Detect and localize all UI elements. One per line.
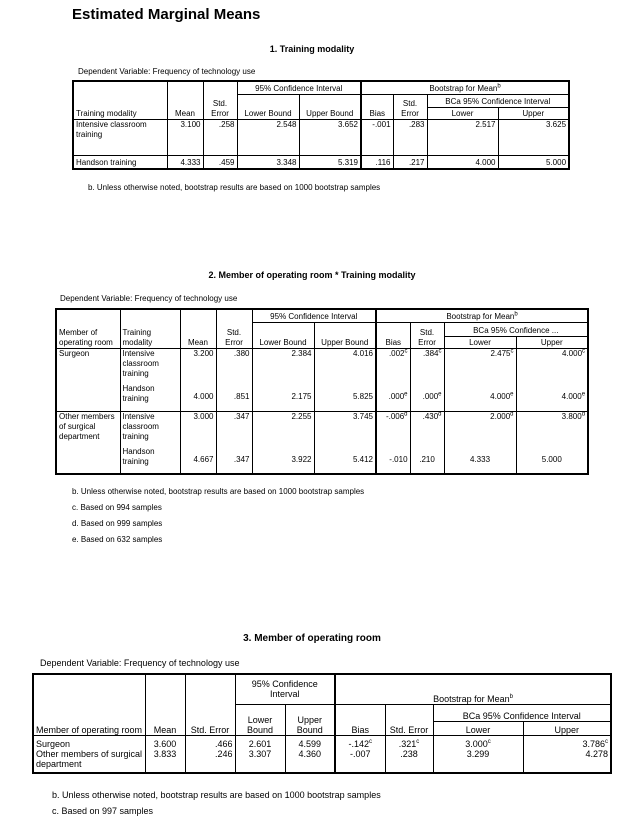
table3-bias-header: Bias — [335, 704, 385, 735]
table3-footnote-b: b. Unless otherwise noted, bootstrap results are based on 1000 bootstrap samples — [52, 790, 381, 800]
table2-bias-header: Bias — [376, 322, 410, 348]
table2-bca-header: BCa 95% Confidence ... — [444, 322, 588, 336]
table1-bupper-header: Upper — [498, 107, 569, 119]
table1-se-header: Std. Error — [203, 81, 237, 119]
table2-dependent-variable: Dependent Variable: Frequency of technology use — [60, 294, 238, 303]
table-row — [33, 735, 611, 749]
cell-bias: -.142$^c$ — [335, 735, 385, 749]
table-row — [73, 155, 569, 169]
cell-lower: 2.255 — [252, 411, 314, 447]
cell-bse: .430$^d$ — [410, 411, 444, 447]
table2-bootstrap-header: Bootstrap for Mean$^b$ — [376, 309, 588, 322]
cell-mean: 3.000 — [180, 411, 216, 447]
cell-bupper: 3.786$^c$ — [523, 735, 611, 749]
group-label: Other members of surgical department — [56, 411, 120, 474]
cell-bias: .000e — [376, 384, 410, 411]
table2-footnote-c: c. Based on 994 samples — [72, 503, 162, 512]
table-row — [56, 348, 588, 384]
row-label: Handson training — [120, 384, 180, 411]
table1-upper-header: Upper Bound — [299, 94, 361, 119]
table-row — [56, 411, 588, 447]
cell-blower: 3.299 — [433, 749, 523, 773]
cell-bias: .116 — [361, 155, 393, 169]
cell-bse: .210 — [410, 447, 444, 474]
table3-title: 3. Member of operating room — [243, 633, 381, 644]
table-row — [33, 749, 611, 773]
table1-bse-header: Std. Error — [393, 94, 427, 119]
cell-lower: 2.601 — [235, 735, 285, 749]
table1-ci-header: 95% Confidence Interval — [237, 81, 361, 94]
table3-footnotes — [52, 787, 381, 819]
cell-lower: 3.348 — [237, 155, 299, 169]
cell-mean: 4.667 — [180, 447, 216, 474]
table3-blower-header: Lower — [433, 721, 523, 735]
cell-bias: -.010 — [376, 447, 410, 474]
cell-mean: 3.100 — [167, 119, 203, 155]
table2-footnotes — [72, 484, 364, 548]
table3-bupper-header: Upper — [523, 721, 611, 735]
table3 — [32, 673, 612, 774]
row-label: Intensive classroom training — [73, 119, 167, 155]
group-label: Surgeon — [56, 348, 120, 411]
table2-upper-header: Upper Bound — [314, 322, 376, 348]
cell-lower: 2.548 — [237, 119, 299, 155]
cell-bse: .238 — [385, 749, 433, 773]
cell-se: .258 — [203, 119, 237, 155]
table3-se-header: Std. Error — [185, 674, 235, 735]
row-label: Intensive classroom training — [120, 411, 180, 447]
cell-mean: 3.200 — [180, 348, 216, 384]
cell-se: .380 — [216, 348, 252, 384]
table3-dependent-variable: Dependent Variable: Frequency of technology use — [40, 658, 240, 668]
cell-se: .466 — [185, 735, 235, 749]
table1-mean-header: Mean — [167, 81, 203, 119]
row-label: Other members of surgical department — [33, 749, 145, 773]
table2-ci-header: 95% Confidence Interval — [252, 309, 376, 322]
table2-footnote-d: d. Based on 999 samples — [72, 519, 163, 528]
cell-bse: .384$^c$ — [410, 348, 444, 384]
table3-bootstrap-header: Bootstrap for Mean$^b$ — [335, 674, 611, 704]
table3-bse-header: Std. Error — [385, 704, 433, 735]
table3-mean-header: Mean — [145, 674, 185, 735]
cell-mean: 4.000 — [180, 384, 216, 411]
cell-bse: .321$^c$ — [385, 735, 433, 749]
table1-bootstrap-header: Bootstrap for Mean$^b$ — [361, 81, 569, 94]
cell-se: .246 — [185, 749, 235, 773]
cell-bias: -.006$^d$ — [376, 411, 410, 447]
table3-ci-header: 95% Confidence Interval — [235, 674, 335, 704]
table2-lower-header: Lower Bound — [252, 322, 314, 348]
row-label: Intensive classroom training — [120, 348, 180, 384]
cell-bse: .000e — [410, 384, 444, 411]
cell-upper: 4.360 — [285, 749, 335, 773]
table3-footnote-c: c. Based on 997 samples — [52, 806, 154, 816]
table2-bupper-header: Upper — [516, 336, 588, 348]
table1-blower-header: Lower — [427, 107, 498, 119]
cell-bse: .217 — [393, 155, 427, 169]
page-heading: Estimated Marginal Means — [72, 6, 261, 23]
table1-bias-header: Bias — [361, 94, 393, 119]
cell-mean: 3.600 — [145, 735, 185, 749]
cell-mean: 3.833 — [145, 749, 185, 773]
cell-upper: 5.412 — [314, 447, 376, 474]
table2-mean-header: Mean — [180, 309, 216, 348]
table3-lower-header: Lower Bound — [235, 704, 285, 735]
table1-rowvar-header: Training modality — [73, 81, 167, 119]
cell-bupper: 4.000$^c$ — [516, 348, 588, 384]
cell-blower: 2.000$^d$ — [444, 411, 516, 447]
cell-blower: 4.000e — [444, 384, 516, 411]
table3-rowvar-header: Member of operating room — [33, 674, 145, 735]
cell-se: .347 — [216, 411, 252, 447]
table2 — [55, 308, 589, 475]
cell-upper: 4.599 — [285, 735, 335, 749]
row-label: Surgeon — [33, 735, 145, 749]
table1 — [72, 80, 570, 170]
cell-upper: 5.319 — [299, 155, 361, 169]
cell-lower: 3.922 — [252, 447, 314, 474]
cell-blower: 4.000 — [427, 155, 498, 169]
cell-bupper: 4.000e — [516, 384, 588, 411]
table1-lower-header: Lower Bound — [237, 94, 299, 119]
table-row — [56, 384, 588, 411]
table-row — [73, 119, 569, 155]
cell-blower: 3.000$^c$ — [433, 735, 523, 749]
table2-footnote-e: e. Based on 632 samples — [72, 535, 163, 544]
cell-upper: 5.825 — [314, 384, 376, 411]
cell-upper: 3.652 — [299, 119, 361, 155]
table3-upper-header: Upper Bound — [285, 704, 335, 735]
table1-title: 1. Training modality — [269, 44, 355, 54]
cell-upper: 4.016 — [314, 348, 376, 384]
table2-se-header: Std. Error — [216, 309, 252, 348]
cell-mean: 4.333 — [167, 155, 203, 169]
cell-upper: 3.745 — [314, 411, 376, 447]
cell-bse: .283 — [393, 119, 427, 155]
cell-bupper: 4.278 — [523, 749, 611, 773]
table1-footnote-b: b. Unless otherwise noted, bootstrap results are based on 1000 bootstrap samples — [88, 183, 381, 192]
table1-dependent-variable: Dependent Variable: Frequency of technology use — [78, 67, 256, 76]
row-label: Handson training — [73, 155, 167, 169]
cell-blower: 2.475$^c$ — [444, 348, 516, 384]
cell-bupper: 3.625 — [498, 119, 569, 155]
cell-lower: 2.384 — [252, 348, 314, 384]
cell-bupper: 5.000 — [516, 447, 588, 474]
row-label: Handson training — [120, 447, 180, 474]
cell-blower: 2.517 — [427, 119, 498, 155]
cell-se: .459 — [203, 155, 237, 169]
table2-rowvar1-header: Member of operating room — [56, 309, 120, 348]
cell-bias: -.007 — [335, 749, 385, 773]
table1-bca-header: BCa 95% Confidence Interval — [427, 94, 569, 107]
cell-se: .851 — [216, 384, 252, 411]
table2-title: 2. Member of operating room * Training modality — [208, 270, 416, 280]
cell-se: .347 — [216, 447, 252, 474]
table2-footnote-b: b. Unless otherwise noted, bootstrap results are based on 1000 bootstrap samples — [72, 487, 365, 496]
cell-lower: 3.307 — [235, 749, 285, 773]
cell-bupper: 5.000 — [498, 155, 569, 169]
table3-bca-header: BCa 95% Confidence Interval — [433, 704, 611, 721]
table2-blower-header: Lower — [444, 336, 516, 348]
cell-blower: 4.333 — [444, 447, 516, 474]
table-row — [56, 447, 588, 474]
cell-lower: 2.175 — [252, 384, 314, 411]
cell-bias: -.001 — [361, 119, 393, 155]
table2-bse-header: Std. Error — [410, 322, 444, 348]
cell-bias: .002$^c$ — [376, 348, 410, 384]
table2-rowvar2-header: Training modality — [120, 309, 180, 348]
cell-bupper: 3.800$^d$ — [516, 411, 588, 447]
